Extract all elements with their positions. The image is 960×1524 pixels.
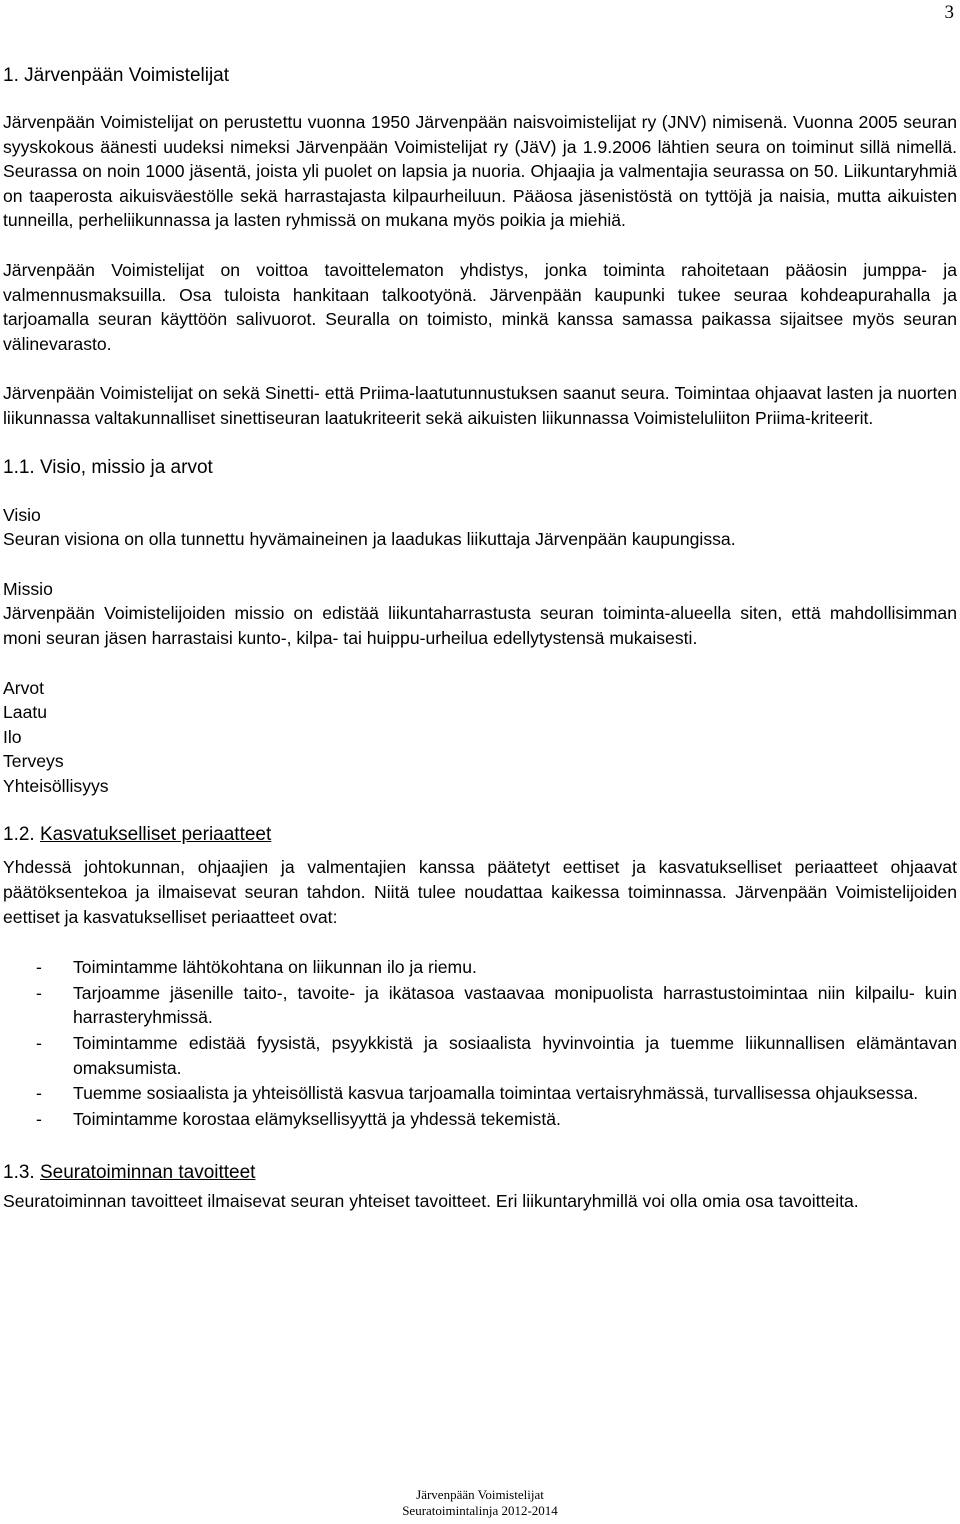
dash-bullet: -: [36, 1083, 42, 1104]
dash-bullet: -: [36, 1033, 42, 1054]
page-number: 3: [944, 2, 954, 23]
arvot-label: Arvot: [3, 677, 45, 698]
list-item-text: Toimintamme lähtökohtana on liikunnan ilo ja riemu.: [73, 957, 477, 978]
arvot-block: [3, 676, 957, 799]
arvot-item: Terveys: [3, 751, 64, 772]
dash-bullet: -: [36, 982, 42, 1003]
section-1-3-title: Seuratoiminnan tavoitteet: [39, 1162, 256, 1184]
list-item: [3, 1107, 957, 1132]
principles-list: [3, 955, 957, 1131]
section-1-2-title: Kasvatukselliset periaatteet: [39, 824, 272, 846]
list-item: [3, 955, 957, 980]
list-item: [3, 981, 957, 1030]
list-item: [3, 1081, 957, 1106]
list-item-text: Toimintamme korostaa elämyksellisyyttä ja yhdessä tekemistä.: [73, 1108, 561, 1129]
footer-line-2: Seuratoimintalinja 2012-2014: [402, 1503, 558, 1518]
footer-line-1: Järvenpään Voimistelijat: [416, 1487, 544, 1502]
list-item-text: Tarjoamme jäsenille taito-, tavoite- ja ikätasoa vastaavaa monipuolista harrastustoimintaa niin kilpailu- kuin harrasteryhmissä.: [73, 982, 957, 1028]
list-item-text: Tuemme sosiaalista ja yhteisöllistä kasvua tarjoamalla toimintaa vertaisryhmässä, turvallisessa ohjauksessa.: [73, 1083, 919, 1104]
section-1-3-heading: [3, 1161, 957, 1185]
visio-block: [3, 503, 957, 552]
dash-bullet: -: [36, 957, 42, 978]
missio-text: Järvenpään Voimistelijoiden missio on edistää liikuntaharrastusta seuran toiminta-alueella siten, että mahdollisimman moni seuran jäsen harrastaisi kunto-, kilpa- tai huippu-urheilua edellytystensä mukaisesti.: [3, 603, 957, 648]
section-1-heading: 1. Järvenpään Voimistelijat: [3, 65, 230, 86]
dash-bullet: -: [36, 1108, 42, 1129]
section-1-2-intro: Yhdessä johtokunnan, ohjaajien ja valmentajien kanssa päätetyt eettiset ja kasvatukselliset periaatteet ohjaavat päätöksentekoa ja ilmaisevat seuran tahdon. Niitä tulee noudattaa kaikessa toiminnassa. Järvenpään Voimistelijoiden eettiset ja kasvatukselliset periaatteet ovat:: [3, 857, 957, 927]
visio-label: Visio: [3, 504, 41, 525]
arvot-item: Laatu: [3, 702, 48, 723]
section-1-1-heading: 1.1. Visio, missio ja arvot: [3, 456, 213, 478]
section-1-paragraph-1: Järvenpään Voimistelijat on perustettu vuonna 1950 Järvenpään naisvoimistelijat ry (JNV) nimisenä. Vuonna 2005 seuran syyskokous äänesti uudeksi nimeksi Järvenpään Voimistelijat ry (JäV) ja 1.9.2006 lähtien seura on toiminut sillä nimellä. Seurassa on noin 1000 jäsentä, joista yli puolet on lapsia ja nuoria. Ohjaajia ja valmentajia seurassa on 50. Liikuntaryhmiä on taaperosta aikuisväestölle sekä harrastajasta kilpaurheiluun. Pääosa jäsenistöstä on tyttöjä ja naisia, mutta aikuisten tunneilla, perheliikunnassa ja lasten ryhmissä on mukana myös poikia ja miehiä.: [3, 112, 957, 231]
section-1-3-text: Seuratoiminnan tavoitteet ilmaisevat seuran yhteiset tavoitteet. Eri liikuntaryhmillä voi olla omia osa tavoitteita.: [3, 1191, 859, 1212]
visio-text: Seuran visiona on olla tunnettu hyvämaineinen ja laadukas liikuttaja Järvenpään kaupungissa.: [3, 529, 736, 550]
section-1-2-number: 1.2.: [3, 824, 35, 846]
page-footer: [0, 1487, 960, 1519]
section-1-3-number: 1.3.: [3, 1162, 35, 1184]
list-item: [3, 1031, 957, 1080]
arvot-item: Yhteisöllisyys: [3, 775, 109, 796]
section-1-2-heading: [3, 823, 957, 847]
missio-label: Missio: [3, 578, 53, 599]
list-item-text: Toimintamme edistää fyysistä, psyykkistä ja sosiaalista hyvinvointia ja tuemme liikunnallisen elämäntavan omaksumista.: [73, 1033, 957, 1078]
missio-block: [3, 577, 957, 651]
section-1-paragraph-3: Järvenpään Voimistelijat on sekä Sinetti- että Priima-laatutunnustuksen saanut seura. Toimintaa ohjaavat lasten ja nuorten liikunnassa valtakunnalliset sinettiseuran laatukriteerit sekä aikuisten liikunnassa Voimisteluliiton Priima-kriteerit.: [3, 383, 957, 428]
section-1-paragraph-2: Järvenpään Voimistelijat on voittoa tavoittelematon yhdistys, jonka toiminta rahoitetaan pääosin jumppa- ja valmennusmaksuilla. Osa tuloista hankitaan talkootyönä. Järvenpään kaupunki tukee seuraa kohdeapurahalla ja tarjoamalla seuran käyttöön salivuorot. Seuralla on toimisto, minkä kanssa samassa paikassa sijaitsee myös seuran välinevarasto.: [3, 259, 957, 354]
arvot-item: Ilo: [3, 726, 22, 747]
page-content: [3, 64, 957, 1214]
